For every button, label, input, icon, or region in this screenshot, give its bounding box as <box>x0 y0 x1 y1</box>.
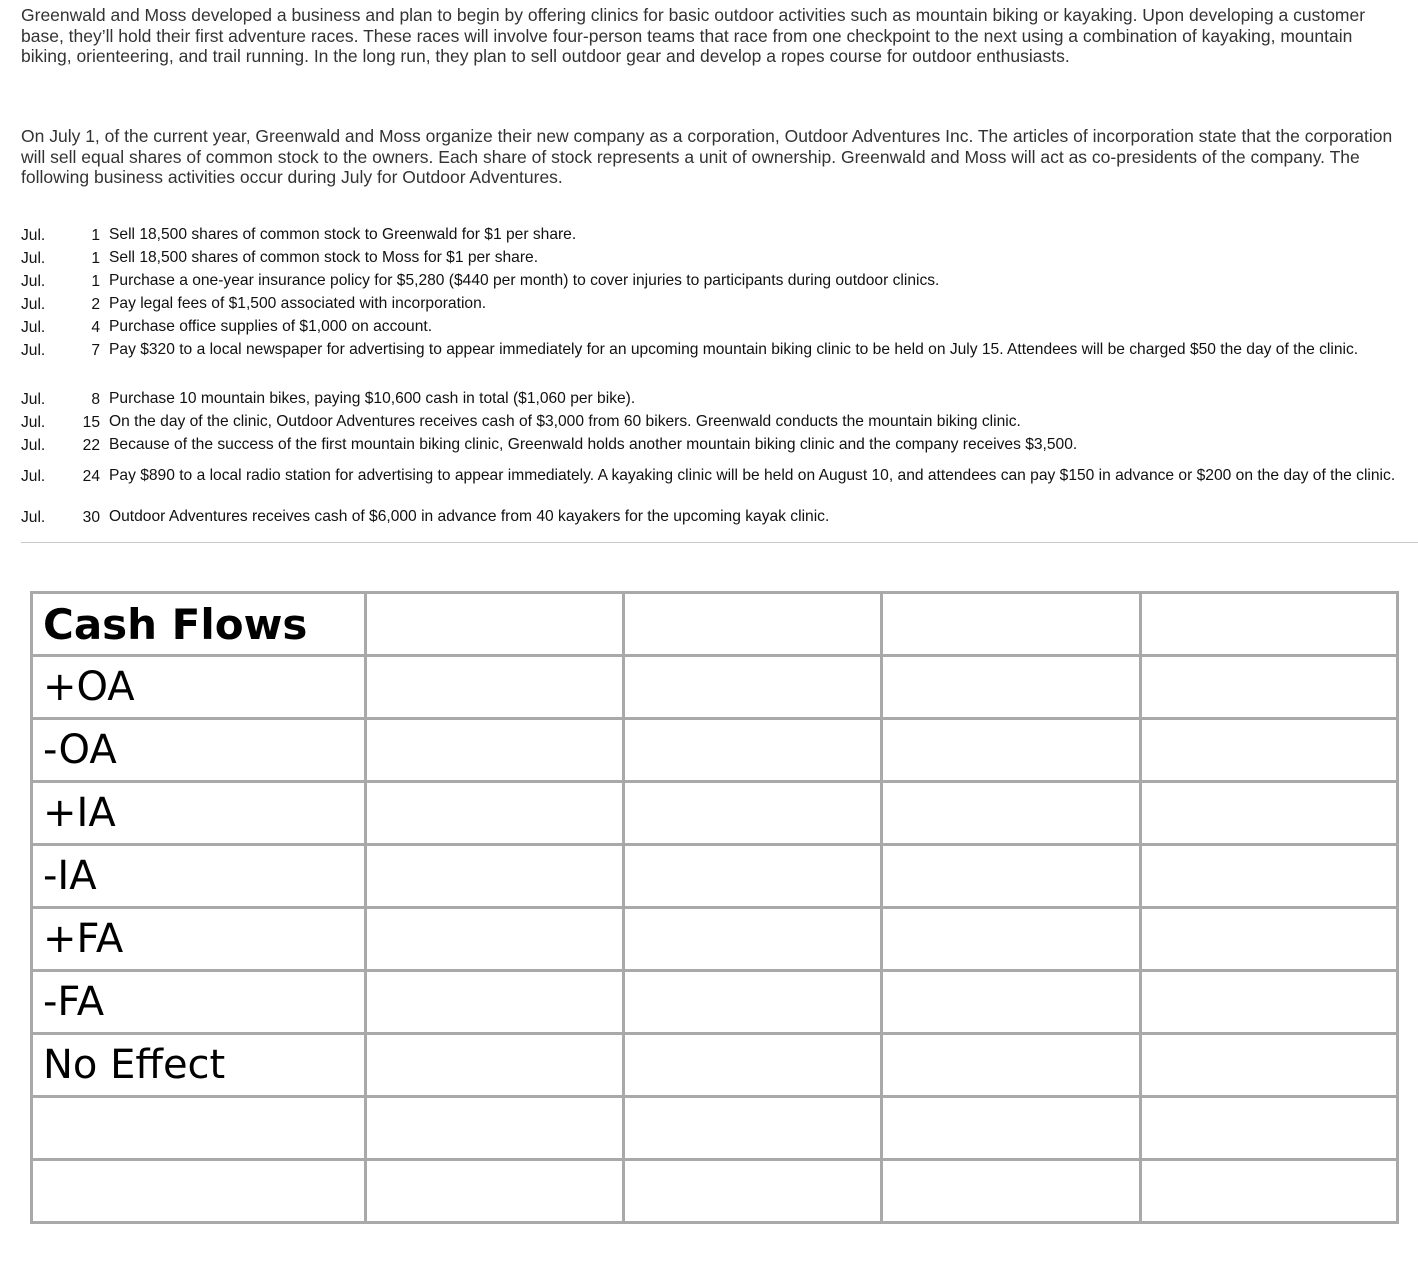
table-cell <box>624 719 882 782</box>
transaction-month: Jul. <box>21 250 46 267</box>
table-row <box>32 593 1398 656</box>
row-label-minus-oa: -OA <box>32 719 366 782</box>
table-cell <box>882 719 1141 782</box>
table-row <box>32 845 1398 908</box>
transaction-description: On the day of the clinic, Outdoor Adventures receives cash of $3,000 from 60 bikers. Greenwald conducts the mountain biking clinic. <box>109 413 1021 430</box>
transaction-description: Pay $320 to a local newspaper for advertising to appear immediately for an upcoming mountain biking clinic to be held on July 15. Attendees will be charged $50 the day of the clinic. <box>109 341 1359 358</box>
table-cell <box>366 845 624 908</box>
transaction-day: 30 <box>82 509 100 526</box>
table-cell <box>882 908 1141 971</box>
table-cell <box>624 1097 882 1160</box>
transaction-row <box>0 508 1418 531</box>
table-cell <box>882 845 1141 908</box>
row-label-empty <box>32 1160 366 1223</box>
table-cell <box>1141 908 1398 971</box>
transaction-row <box>0 272 1418 295</box>
table-cell <box>882 656 1141 719</box>
table-cell <box>1141 1034 1398 1097</box>
table-row <box>32 1160 1398 1223</box>
transaction-description: Sell 18,500 shares of common stock to Moss for $1 per share. <box>109 249 539 266</box>
transaction-description: Purchase 10 mountain bikes, paying $10,600 cash in total ($1,060 per bike). <box>109 390 636 407</box>
cash-flows-header: Cash Flows <box>32 593 366 656</box>
transaction-day: 2 <box>91 296 100 313</box>
table-row <box>32 656 1398 719</box>
table-cell <box>882 1160 1141 1223</box>
row-label-minus-fa: -FA <box>32 971 366 1034</box>
transaction-list <box>0 226 1418 531</box>
transaction-day: 15 <box>82 414 100 431</box>
transaction-description: Outdoor Adventures receives cash of $6,000 in advance from 40 kayakers for the upcoming kayak clinic. <box>109 508 830 525</box>
table-row <box>32 719 1398 782</box>
table-row <box>32 1097 1398 1160</box>
transaction-description: Purchase a one-year insurance policy for $5,280 ($440 per month) to cover injuries to participants during outdoor clinics. <box>109 272 940 289</box>
row-label-minus-ia: -IA <box>32 845 366 908</box>
transaction-row <box>0 467 1418 508</box>
table-cell <box>1141 719 1398 782</box>
table-cell <box>624 656 882 719</box>
transaction-row <box>0 390 1418 413</box>
transaction-row <box>0 413 1418 436</box>
table-cell <box>624 1034 882 1097</box>
table-cell <box>624 845 882 908</box>
transaction-row <box>0 226 1418 249</box>
table-cell <box>882 593 1141 656</box>
transaction-month: Jul. <box>21 342 46 359</box>
table-cell <box>366 908 624 971</box>
table-cell <box>366 656 624 719</box>
row-label-plus-ia: +IA <box>32 782 366 845</box>
transaction-day: 7 <box>91 342 100 359</box>
transaction-day: 1 <box>91 227 100 244</box>
table-cell <box>624 971 882 1034</box>
table-cell <box>882 1034 1141 1097</box>
table-cell <box>366 593 624 656</box>
table-row <box>32 971 1398 1034</box>
transaction-month: Jul. <box>21 437 46 454</box>
transaction-month: Jul. <box>21 319 46 336</box>
table-cell <box>366 782 624 845</box>
row-label-no-effect: No Effect <box>32 1034 366 1097</box>
transaction-day: 8 <box>91 391 100 408</box>
transaction-month: Jul. <box>21 509 46 526</box>
transaction-description: Purchase office supplies of $1,000 on account. <box>109 318 433 335</box>
table-cell <box>882 971 1141 1034</box>
table-cell <box>624 593 882 656</box>
transaction-month: Jul. <box>21 227 46 244</box>
transaction-month: Jul. <box>21 273 46 290</box>
table-cell <box>1141 782 1398 845</box>
transaction-month: Jul. <box>21 468 46 485</box>
table-cell <box>366 1097 624 1160</box>
table-cell <box>882 782 1141 845</box>
table-cell <box>1141 845 1398 908</box>
table-row <box>32 1034 1398 1097</box>
cash-flows-table <box>30 591 1399 1224</box>
transaction-description: Pay $890 to a local radio station for advertising to appear immediately. A kayaking clinic will be held on August 10, and attendees can pay $150 in advance or $200 on the day of the clinic. <box>109 467 1396 484</box>
table-row <box>32 782 1398 845</box>
transaction-description: Sell 18,500 shares of common stock to Greenwald for $1 per share. <box>109 226 577 243</box>
transaction-row <box>0 295 1418 318</box>
intro-paragraph-2: On July 1, of the current year, Greenwald and Moss organize their new company as a corporation, Outdoor Adventures Inc. The articles of incorporation state that the corporation will sell equal shares of common stock to the owners. Each share of stock represents a unit of ownership. Greenwald and Moss will act as co-presidents of the company. The following business activities occur during July for Outdoor Adventures. <box>21 126 1393 187</box>
transaction-row <box>0 249 1418 272</box>
table-cell <box>624 782 882 845</box>
table-cell <box>1141 656 1398 719</box>
transaction-month: Jul. <box>21 391 46 408</box>
section-divider <box>21 542 1418 543</box>
table-row <box>32 908 1398 971</box>
table-cell <box>1141 971 1398 1034</box>
table-cell <box>1141 1097 1398 1160</box>
table-cell <box>366 1160 624 1223</box>
transaction-row <box>0 436 1418 459</box>
table-cell <box>882 1097 1141 1160</box>
table-cell <box>366 719 624 782</box>
table-cell <box>624 1160 882 1223</box>
transaction-day: 22 <box>82 437 100 454</box>
transaction-day: 24 <box>82 468 100 485</box>
table-cell <box>366 1034 624 1097</box>
transaction-description: Pay legal fees of $1,500 associated with incorporation. <box>109 295 487 312</box>
table-cell <box>366 971 624 1034</box>
table-cell <box>624 908 882 971</box>
intro-paragraph-1: Greenwald and Moss developed a business and plan to begin by offering clinics for basic outdoor activities such as mountain biking or kayaking. Upon developing a customer base, they’ll hold their first adventure races. These races will involve four-person teams that race from one checkpoint to the next using a combination of kayaking, mountain biking, orienteering, and trail running. In the long run, they plan to sell outdoor gear and develop a ropes course for outdoor enthusiasts. <box>21 5 1366 66</box>
transaction-row <box>0 318 1418 341</box>
row-label-plus-oa: +OA <box>32 656 366 719</box>
transaction-day: 4 <box>91 319 100 336</box>
transaction-month: Jul. <box>21 296 46 313</box>
row-label-plus-fa: +FA <box>32 908 366 971</box>
transaction-day: 1 <box>91 250 100 267</box>
transaction-row <box>0 341 1418 382</box>
transaction-day: 1 <box>91 273 100 290</box>
row-label-empty <box>32 1097 366 1160</box>
transaction-description: Because of the success of the first mountain biking clinic, Greenwald holds another mountain biking clinic and the company receives $3,500. <box>109 436 1078 453</box>
table-cell <box>1141 593 1398 656</box>
table-cell <box>1141 1160 1398 1223</box>
transaction-month: Jul. <box>21 414 46 431</box>
